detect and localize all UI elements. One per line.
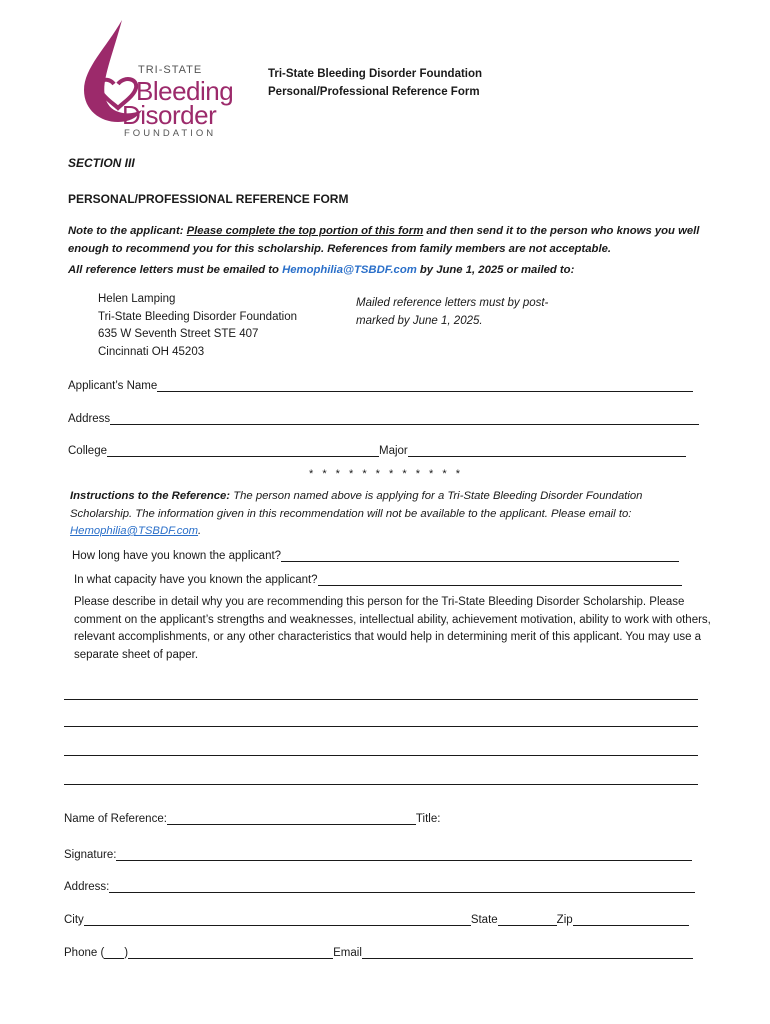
logo-tristate: TRI-STATE: [138, 64, 203, 76]
phone-close-label: ): [124, 947, 129, 959]
email-instructions: [68, 264, 574, 276]
city-label: City: [64, 914, 84, 926]
known-how-long-field: [72, 546, 679, 562]
phone-label: Phone (: [64, 947, 105, 959]
known-how-long-input[interactable]: [281, 548, 679, 562]
applicant-name-label: Applicant’s Name: [68, 380, 158, 392]
instructions-email-link[interactable]: Hemophilia@TSBDF.com: [70, 525, 199, 537]
note-prefix: Note to the applicant:: [68, 225, 187, 237]
note-rest: and then send it to the person who knows you well enough to recommend you for this scholarship. References from family members are not acceptable.: [68, 225, 700, 255]
applicant-address-input[interactable]: [110, 411, 699, 425]
foundation-logo: [78, 18, 253, 142]
email-suffix: by June 1, 2025 or mailed to:: [416, 264, 575, 276]
applicant-address-label: Address: [68, 413, 111, 425]
mail-note: Mailed reference letters must by post-marked by June 1, 2025.: [356, 297, 549, 327]
applicant-address-field: [68, 409, 699, 425]
instructions-text: The person named above is applying for a Tri-State Bleeding Disorder Foundation Scholarship. The information given in this recommendation will not be available to the applicant. Please email to:: [70, 490, 643, 520]
note-underlined: Please complete the top portion of this form: [186, 225, 424, 237]
applicant-name-field: [68, 376, 693, 392]
reference-name-input[interactable]: [167, 811, 416, 825]
describe-instructions: Please describe in detail why you are recommending this person for the Tri-State Bleeding Disorder Scholarship. Please comment on the applicant’s strengths and weaknesses, intellectual ability, achievement motivation, ability to work with others, relevant accomplishments, or any other characteristics that would help in determining merit of this applicant. You may use a separate sheet of paper.: [74, 596, 711, 661]
reference-title-label: Title:: [415, 813, 441, 825]
capacity-label: In what capacity have you known the applicant?: [74, 574, 318, 586]
area-code-input[interactable]: [104, 945, 124, 959]
form-name: Personal/Professional Reference Form: [268, 85, 480, 98]
reference-name-field: [64, 809, 440, 825]
zip-label: Zip: [556, 914, 573, 926]
instructions-end: .: [198, 525, 202, 537]
email-label: Email: [333, 947, 362, 959]
city-input[interactable]: [84, 912, 471, 926]
address-street: 635 W Seventh Street STE 407: [98, 328, 259, 340]
address-name: Helen Lamping: [98, 293, 176, 305]
applicant-major-input[interactable]: [408, 443, 686, 457]
capacity-input[interactable]: [318, 572, 682, 586]
email-input[interactable]: [362, 945, 693, 959]
response-line[interactable]: [64, 726, 698, 727]
reference-address-field: [64, 877, 695, 893]
logo-disorder: Disorder: [122, 100, 217, 130]
email-prefix: All reference letters must be emailed to: [68, 264, 283, 276]
reference-instructions: [70, 488, 670, 541]
reference-address-input[interactable]: [109, 879, 695, 893]
address-org: Tri-State Bleeding Disorder Foundation: [98, 310, 298, 323]
applicant-college-field: [68, 441, 686, 457]
separator: * * * * * * * * * * * *: [309, 468, 463, 480]
signature-label: Signature:: [64, 849, 117, 861]
header-titles: [268, 66, 482, 101]
capacity-field: [74, 570, 682, 586]
phone-email-field: [64, 943, 693, 959]
signature-input[interactable]: [116, 847, 692, 861]
state-label: State: [470, 914, 498, 926]
org-name: Tri-State Bleeding Disorder Foundation: [268, 68, 483, 80]
signature-field: [64, 845, 692, 861]
applicant-name-input[interactable]: [157, 378, 693, 392]
state-input[interactable]: [498, 912, 557, 926]
applicant-college-input[interactable]: [107, 443, 379, 457]
instructions-label: Instructions to the Reference:: [70, 490, 231, 502]
logo-foundation: FOUNDATION: [124, 128, 217, 139]
reference-address-label: Address:: [64, 881, 110, 893]
applicant-college-label: College: [68, 445, 107, 457]
section-label: SECTION III: [68, 156, 135, 170]
phone-input[interactable]: [128, 945, 333, 959]
mailing-address: [98, 291, 297, 361]
city-state-zip-field: [64, 910, 689, 926]
zip-input[interactable]: [573, 912, 689, 926]
response-line[interactable]: [64, 699, 698, 700]
form-title: PERSONAL/PROFESSIONAL REFERENCE FORM: [68, 192, 349, 206]
email-link[interactable]: Hemophilia@TSBDF.com: [282, 264, 417, 276]
reference-name-label: Name of Reference:: [64, 813, 167, 825]
response-line[interactable]: [64, 784, 698, 785]
address-city: Cincinnati OH 45203: [98, 345, 205, 358]
logo-bleeding: Bleeding: [136, 76, 234, 106]
applicant-note: [68, 222, 708, 258]
response-line[interactable]: [64, 755, 698, 756]
known-how-long-label: How long have you known the applicant?: [72, 550, 282, 562]
applicant-major-label: Major: [379, 445, 408, 457]
